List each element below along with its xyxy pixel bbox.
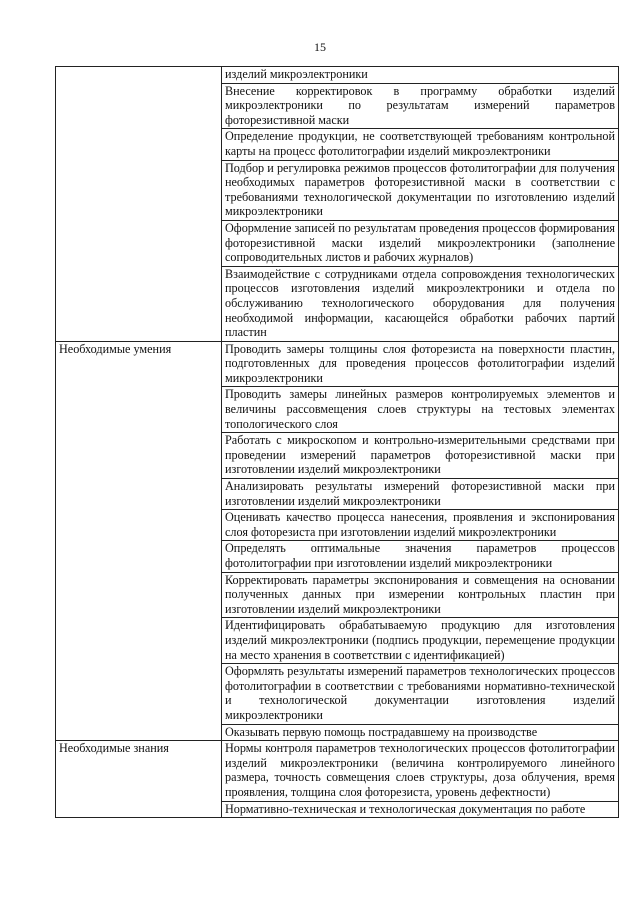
page-number: 15 <box>314 40 326 54</box>
section-label-skills: Необходимые умения <box>56 341 222 740</box>
table-cell: Нормы контроля параметров технологических процессов фотолитографии изделий микроэлектроники (величина контролируемого линейного размера, точность совмещения слоев структуры, доза облучения, время проявления, толщина слоя фоторезиста, уровень дефектности) <box>222 741 619 801</box>
table-cell: Работать с микроскопом и контрольно-измерительными средствами при проведении измерений параметров фоторезистивной маски при изготовлении изделий микроэлектроники <box>222 433 619 479</box>
section-label-knowledge: Необходимые знания <box>56 741 222 818</box>
table-cell: Внесение корректировок в программу обработки изделий микроэлектроники по результатам измерений параметров фоторезистивной маски <box>222 83 619 129</box>
table-cell: Проводить замеры линейных размеров контролируемых элементов и величины рассовмещения слоев структуры на тестовых элементах топологического слоя <box>222 387 619 433</box>
table-cell: Анализировать результаты измерений фоторезистивной маски при изготовлении изделий микроэлектроники <box>222 479 619 510</box>
table-cell: Проводить замеры толщины слоя фоторезиста на поверхности пластин, подготовленных для проведения процессов фотолитографии изделий микроэлектроники <box>222 341 619 387</box>
table-cell: Оформление записей по результатам проведения процессов формирования фоторезистивной маски изделий микроэлектроники (заполнение сопроводительных листов и рабочих журналов) <box>222 220 619 266</box>
table-row <box>56 741 619 801</box>
table-cell: Нормативно-техническая и технологическая документация по работе <box>222 801 619 818</box>
table-cell: Оценивать качество процесса нанесения, проявления и экспонирования слоя фоторезиста при изготовлении изделий микроэлектроники <box>222 510 619 541</box>
table-cell: Взаимодействие с сотрудниками отдела сопровождения технологических процессов изготовления изделий микроэлектроники и отдела по обслуживанию технологического оборудования для получения необходимой информации, касающейся обработки рабочих партий пластин <box>222 266 619 341</box>
table-cell: Корректировать параметры экспонирования и совмещения на основании полученных данных при измерении контрольных пластин при изготовлении изделий микроэлектроники <box>222 572 619 618</box>
section-label <box>56 67 222 342</box>
table-cell: изделий микроэлектроники <box>222 67 619 84</box>
table-cell: Идентифицировать обрабатываемую продукцию для изготовления изделий микроэлектроники (подпись продукции, перемещение продукции на место хранения в соответствии с идентификацией) <box>222 618 619 664</box>
table-cell: Оказывать первую помощь пострадавшему на производстве <box>222 724 619 741</box>
table-cell: Оформлять результаты измерений параметров технологических процессов фотолитографии в соответствии с требованиями нормативно-технической и технологической документации изготовления изделий микроэлектроники <box>222 664 619 724</box>
requirements-table <box>55 66 619 818</box>
table-cell: Определение продукции, не соответствующей требованиям контрольной карты на процесс фотолитографии изделий микроэлектроники <box>222 129 619 160</box>
table-row <box>56 67 619 84</box>
table-cell: Подбор и регулировка режимов процессов фотолитографии для получения необходимых параметров фоторезистивной маски в соответствии с требованиями технологической документации по изготовлению изделий микроэлектроники <box>222 160 619 220</box>
table-cell: Определять оптимальные значения параметров процессов фотолитографии при изготовлении изделий микроэлектроники <box>222 541 619 572</box>
table-row <box>56 341 619 387</box>
